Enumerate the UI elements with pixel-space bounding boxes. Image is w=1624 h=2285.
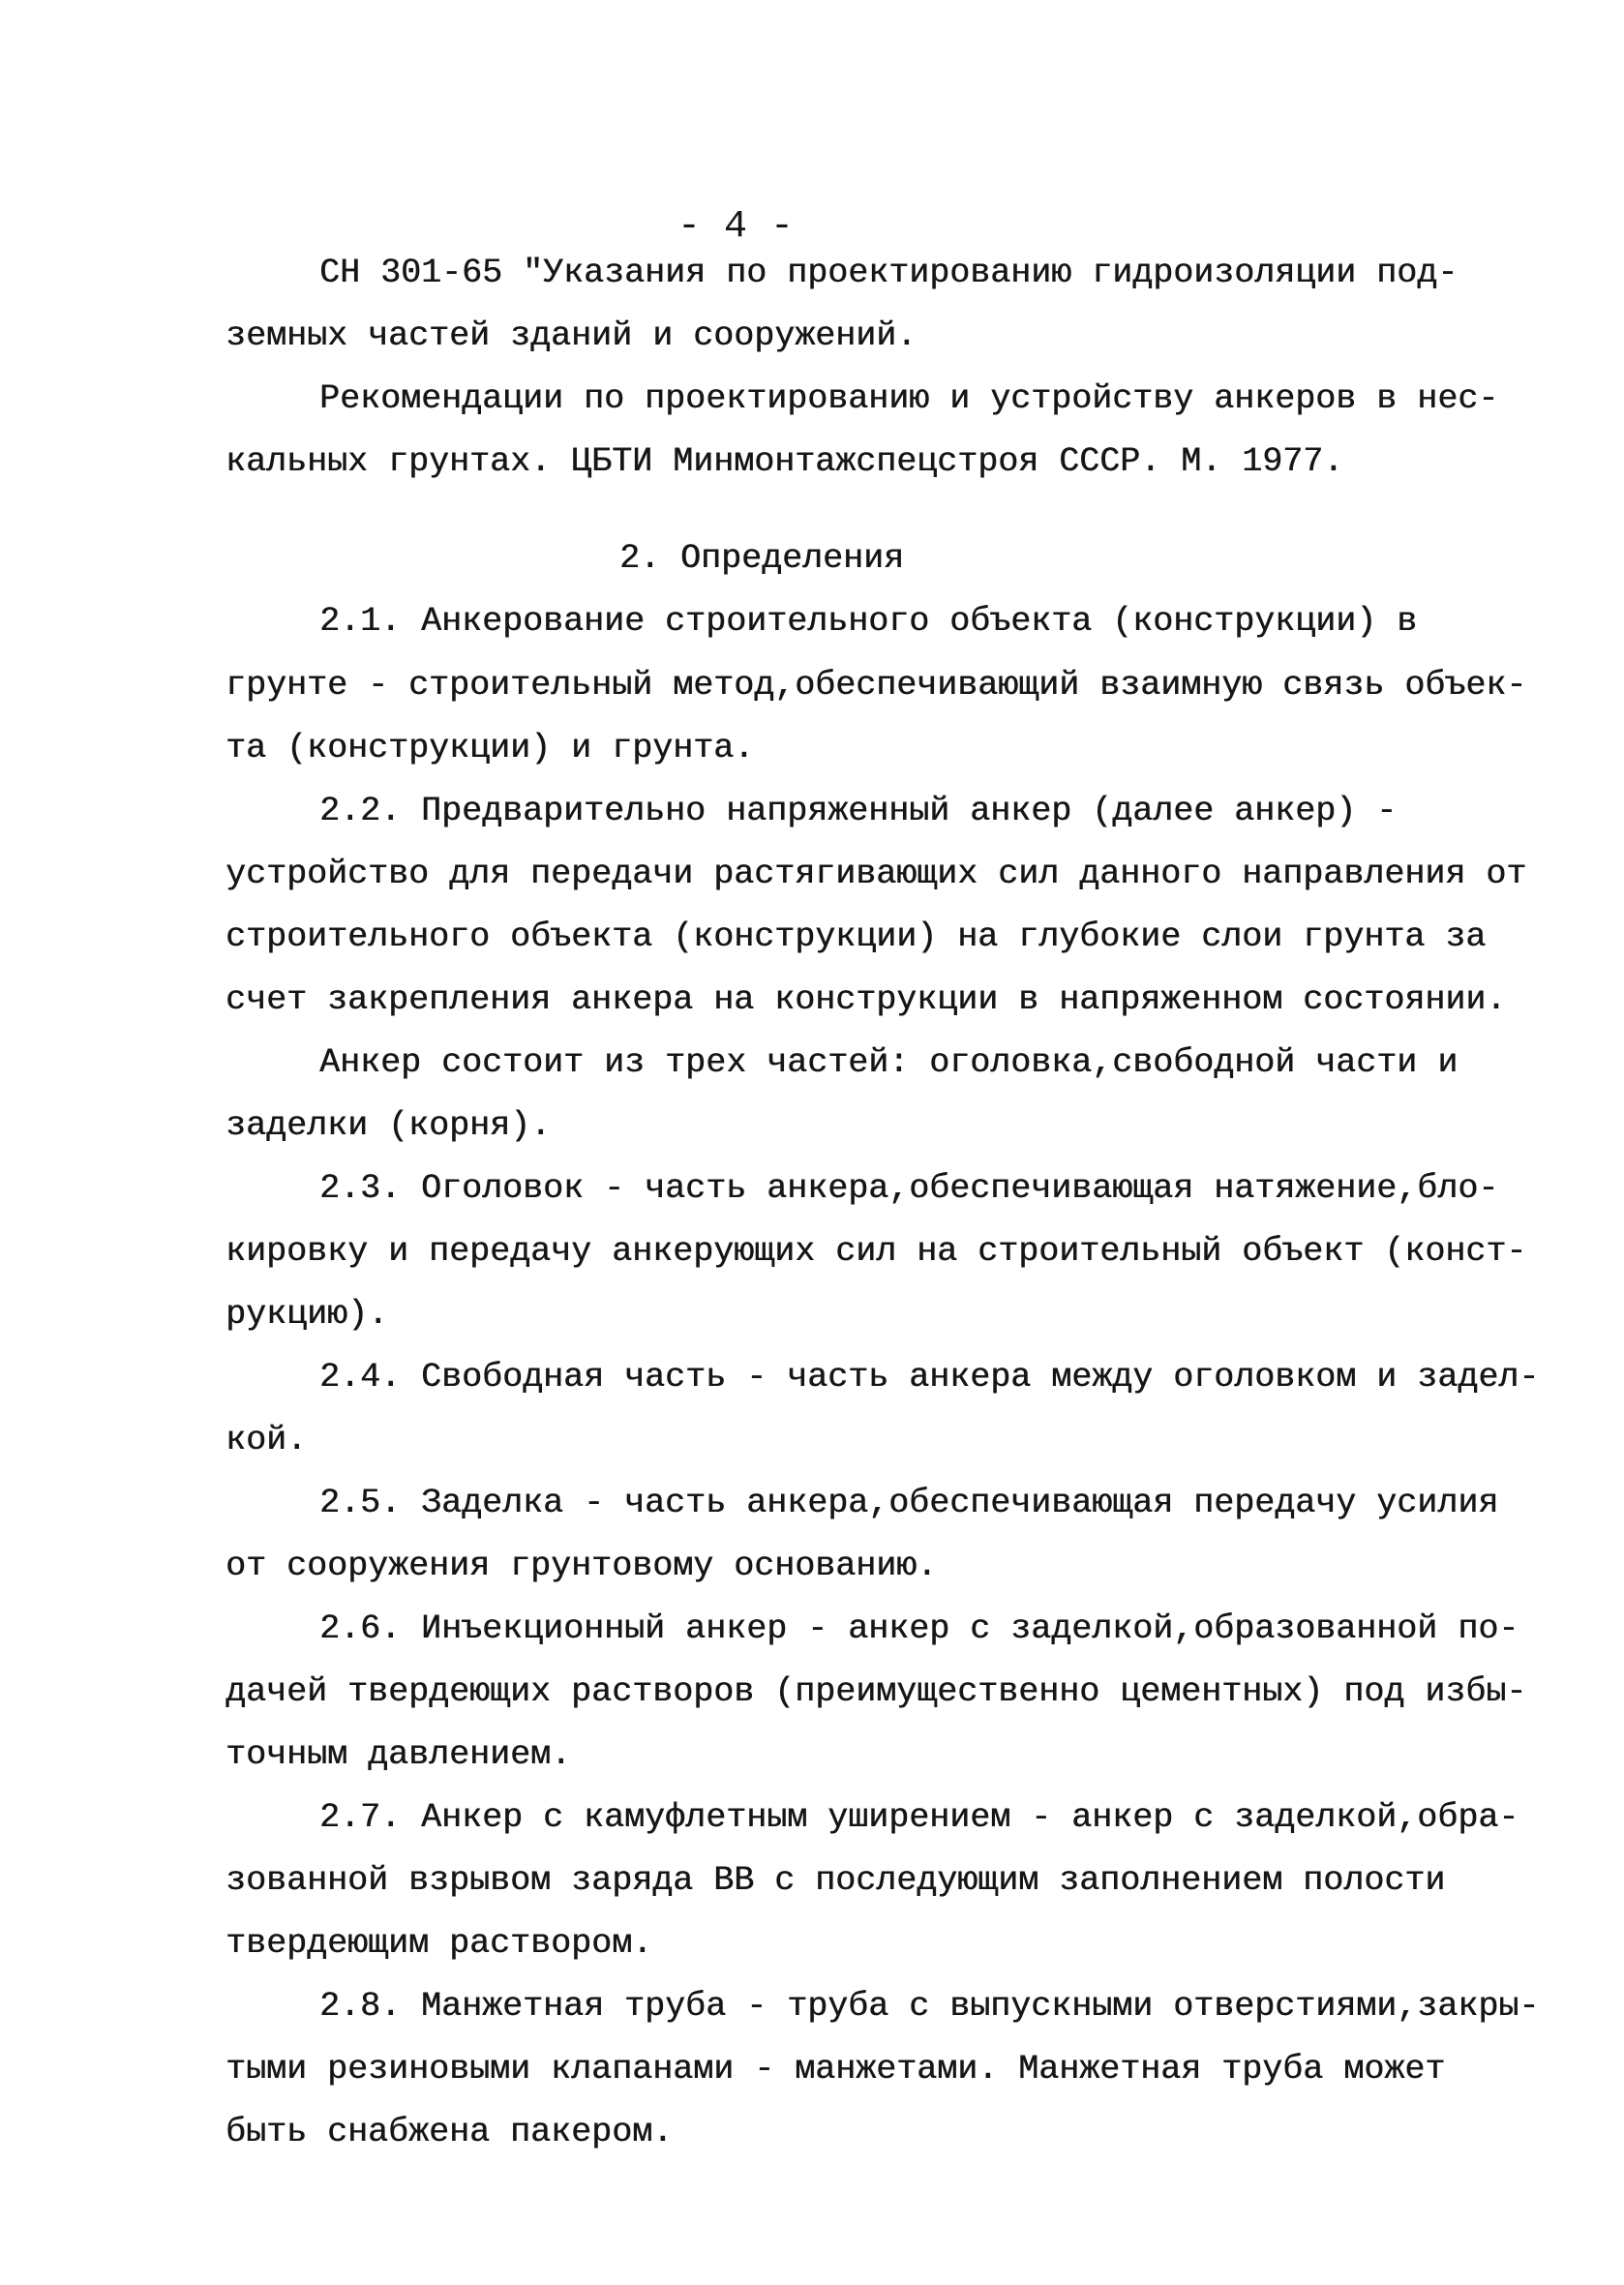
definition-line: зованной взрывом заряда ВВ с последующим заполнением полости (226, 1861, 1446, 1900)
definition-line: заделки (корня). (226, 1106, 552, 1145)
definition-line: 2.2. Предварительно напряженный анкер (далее анкер) - (319, 792, 1398, 830)
definition-line: Анкер состоит из трех частей: оголовка,свободной части и (319, 1043, 1459, 1082)
definition-line: строительного объекта (конструкции) на глубокие слои грунта за (226, 917, 1487, 956)
definition-line: 2.6. Инъекционный анкер - анкер с заделкой,образованной по- (319, 1609, 1519, 1648)
definition-line: от сооружения грунтовому основанию. (226, 1547, 938, 1585)
definition-line: 2.7. Анкер с камуфлетным уширением - анкер с заделкой,обра- (319, 1798, 1519, 1837)
definition-line: устройство для передачи растягивающих сил данного направления от (226, 855, 1527, 893)
definition-line: 2.1. Анкерование строительного объекта (конструкции) в (319, 602, 1418, 641)
reference-line: СН 301-65 "Указания по проектированию гидроизоляции под- (319, 254, 1459, 292)
reference-line: земных частей зданий и сооружений. (226, 316, 917, 355)
definition-line: дачей твердеющих растворов (преимущественно цементных) под избы- (226, 1672, 1527, 1711)
page-number: - 4 - (677, 205, 795, 249)
definition-line: кировку и передачу анкерующих сил на строительный объект (конст- (226, 1232, 1527, 1271)
definition-line: та (конструкции) и грунта. (226, 729, 755, 767)
definition-line: 2.3. Оголовок - часть анкера,обеспечивающая натяжение,бло- (319, 1169, 1499, 1208)
definition-line: 2.8. Манжетная труба - труба с выпускными отверстиями,закры- (319, 1987, 1540, 2026)
reference-line: кальных грунтах. ЦБТИ Минмонтажспецстроя СССР. М. 1977. (226, 442, 1344, 481)
section-heading: 2. Определения (619, 539, 905, 578)
definition-line: рукцию). (226, 1295, 389, 1334)
definition-line: твердеющим раствором. (226, 1924, 653, 1963)
reference-line: Рекомендации по проектированию и устройству анкеров в нес- (319, 379, 1499, 418)
definition-line: 2.4. Свободная часть - часть анкера между оголовком и задел- (319, 1358, 1540, 1397)
definition-line: 2.5. Заделка - часть анкера,обеспечивающая передачу усилия (319, 1484, 1499, 1522)
definition-line: грунте - строительный метод,обеспечивающий взаимную связь объек- (226, 666, 1527, 705)
definition-line: кой. (226, 1421, 308, 1459)
definition-line: счет закрепления анкера на конструкции в напряженном состоянии. (226, 980, 1507, 1019)
definition-line: тыми резиновыми клапанами - манжетами. Манжетная труба может (226, 2050, 1446, 2089)
definition-line: быть снабжена пакером. (226, 2113, 674, 2151)
definition-line: точным давлением. (226, 1735, 572, 1774)
